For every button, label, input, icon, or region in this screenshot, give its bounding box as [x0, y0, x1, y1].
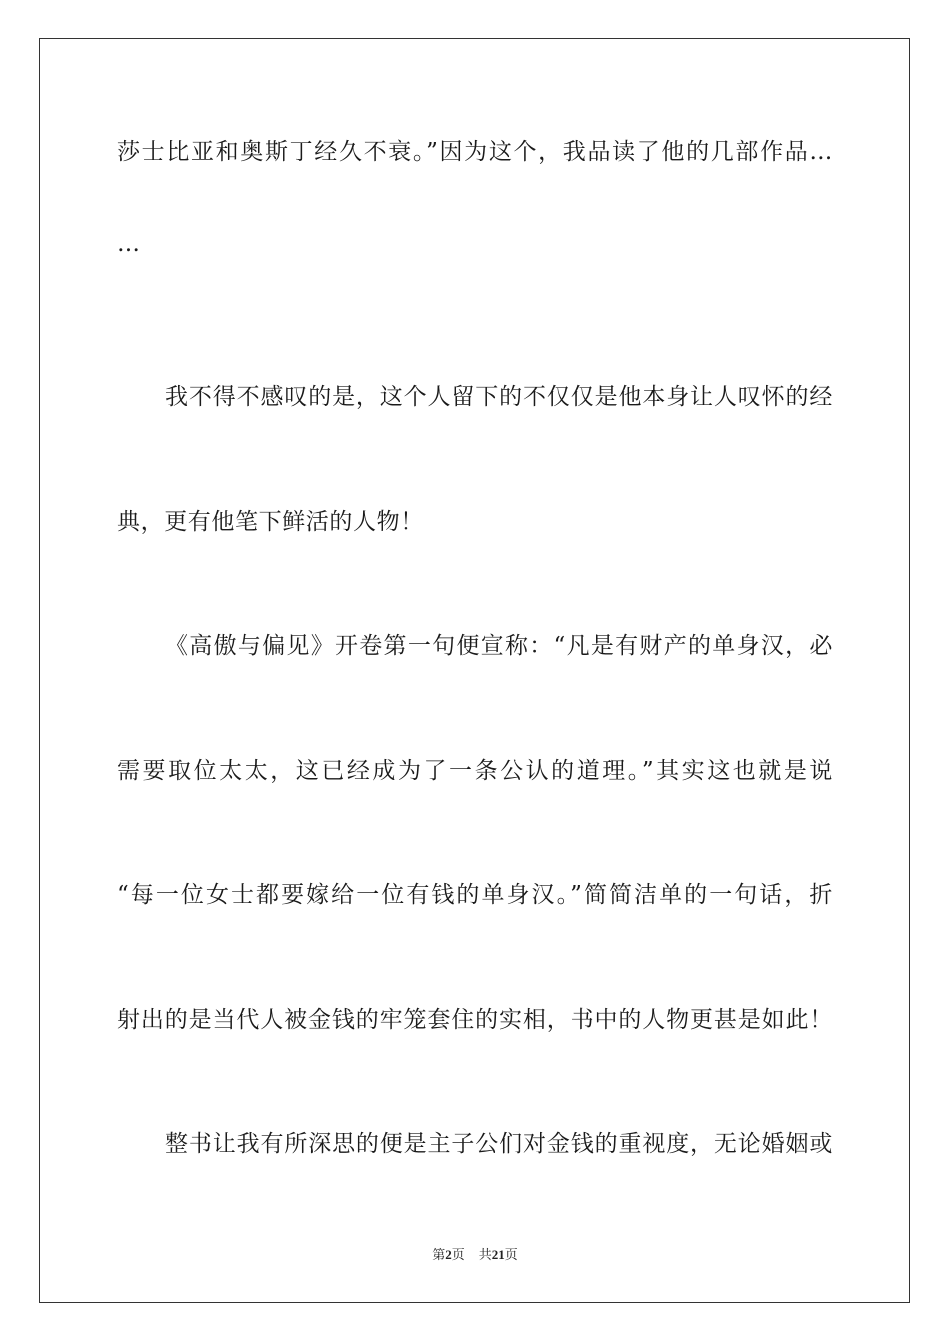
current-page-number: 2: [445, 1247, 452, 1262]
total-page-count: 21: [491, 1247, 505, 1262]
text-line-2: …: [117, 231, 141, 257]
total-prefix: 共: [478, 1248, 492, 1263]
page-suffix: 页: [451, 1248, 465, 1263]
page-footer: [0, 1247, 950, 1264]
text-line-7: “每一位女士都要嫁给一位有钱的单身汉。”简简洁单的一句话，折: [117, 882, 833, 908]
total-suffix: 页: [504, 1248, 518, 1263]
text-line-1: 莎士比亚和奥斯丁经久不衰。”因为这个，我品读了他的几部作品…: [117, 139, 833, 165]
text-line-8: 射出的是当代人被金钱的牢笼套住的实相，书中的人物更甚是如此！: [117, 1007, 833, 1033]
text-line-6: 需要取位太太，这已经成为了一条公认的道理。”其实这也就是说: [117, 758, 833, 784]
page-prefix: 第: [432, 1248, 446, 1263]
page-border: [39, 38, 910, 1303]
text-line-9: 整书让我有所深思的便是主子公们对金钱的重视度，无论婚姻或: [165, 1131, 833, 1157]
text-line-3: 我不得不感叹的是，这个人留下的不仅仅是他本身让人叹怀的经: [165, 384, 833, 410]
text-line-5: 《高傲与偏见》开卷第一句便宣称：“凡是有财产的单身汉，必: [165, 633, 833, 659]
text-line-4: 典，更有他笔下鲜活的人物！: [117, 509, 424, 535]
